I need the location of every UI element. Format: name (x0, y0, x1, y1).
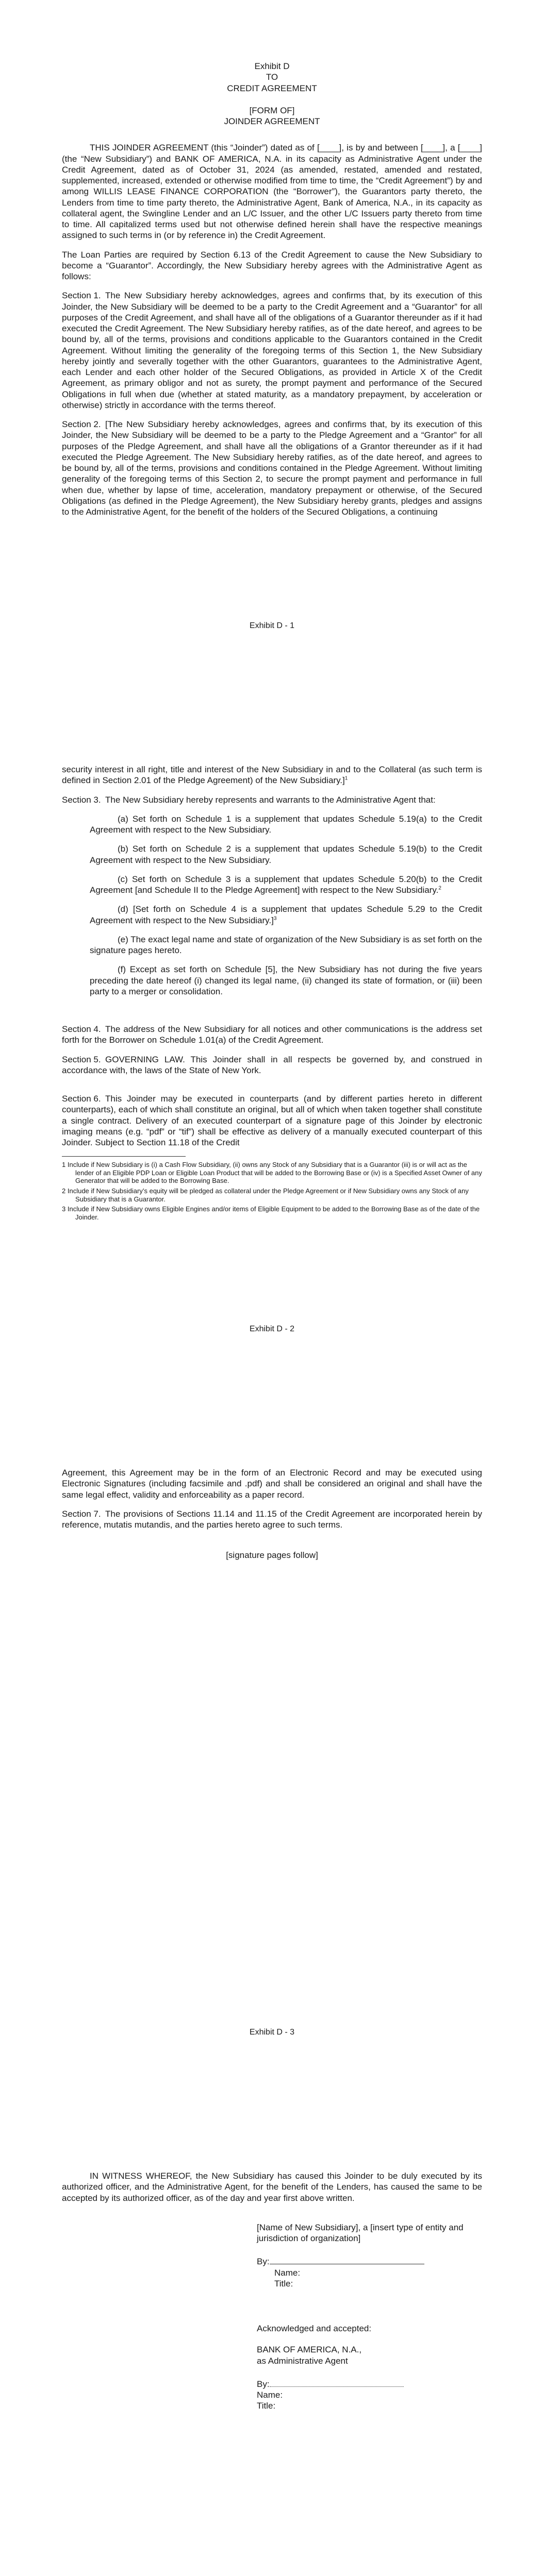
section-5-text: GOVERNING LAW. This Joinder shall in all respects be governed by, and construed in accordance with, the laws of the State of New York. (62, 1054, 482, 1075)
acknowledged-label: Acknowledged and accepted: (257, 2324, 372, 2333)
footnote-3-text: Include if New Subsidiary owns Eligible Engines and/or items of Eligible Equipment to be added to the Borrowing Base as of the date of the Joinder. (67, 1205, 480, 1221)
section-7-label: Section 7. (62, 1509, 101, 1519)
credit-agreement-label: CREDIT AGREEMENT (227, 83, 317, 93)
bank-name: BANK OF AMERICA, N.A., (257, 2345, 362, 2355)
document-title: JOINDER AGREEMENT (224, 116, 320, 126)
agent-signatory-title: Title: (257, 2401, 276, 2411)
witness-paragraph: IN WITNESS WHEREOF, the New Subsidiary has caused this Joinder to be duly executed by its authorized officer, and the Administrative Agent, for the benefit of the Lenders, has caused the same to be accepted by its authorized officer, as of the day and year first above written. (62, 2171, 482, 2203)
section-3 (62, 794, 482, 805)
item-c-text: (c) Set forth on Schedule 3 is a supplement that updates Schedule 5.20(b) to the Credit Agreement [and Schedule II to the Pledge Agreement] with respect to the New Subsidiary. (90, 874, 482, 895)
by-label: By: (257, 2257, 270, 2267)
section-1-label: Section 1. (62, 291, 101, 301)
exhibit-label: Exhibit D (254, 61, 290, 71)
footnote-2 (62, 1187, 482, 1203)
section-3-item-c (62, 874, 482, 896)
agent-signature-block (257, 2323, 482, 2412)
footnote-2-text: Include if New Subsidiary’s equity will be pledged as collateral under the Pledge Agreement or if New Subsidiary owns any Stock of any Subsidiary that is a Guarantor. (67, 1187, 469, 1203)
section-4 (62, 1024, 482, 1046)
footnote-1-number: 1 (62, 1161, 66, 1169)
intro-paragraph: THIS JOINDER AGREEMENT (this “Joinder”) dated as of [____], is by and between [____], a [____] (the “New Subsidiary”) and BANK OF AMERICA, N.A. in its capacity as Administrative Agent under the Credit Agreement, dated as of October 31, 2024 (as amended, restated, amended and restated, supplemented, increased, extended or otherwise modified from time to time, the “Credit Agreement”) by and among WILLIS LEASE FINANCE CORPORATION (the “Borrower”), the Guarantors party thereto, the Lenders from time to time party thereto, the Administrative Agent, Bank of America, N.A., in its capacity as collateral agent, the Swingline Lender and an L/C Issuer, and the other L/C Issuers party thereto from time to time. All capitalized terms used but not otherwise defined herein shall have the respective meanings assigned to such terms in (or by reference in) the Credit Agreement. (62, 143, 482, 241)
section-3-item-e: (e) The exact legal name and state of organization of the New Subsidiary is as set forth on the signature pages hereto. (90, 934, 482, 955)
subsidiary-signature-block (257, 2222, 482, 2289)
section-2-text: [The New Subsidiary hereby acknowledges, agrees and confirms that, by its execution of this Joinder, the New Subsidiary will be deemed to be a party to the Pledge Agreement and a “Grantor” for all purposes of the Pledge Agreement, and shall have all the obligations of a Grantor thereunder as if it had executed the Pledge Agreement. The New Subsidiary hereby ratifies, as of the date hereof, and agrees to be bound by, all of the terms, provisions and conditions contained in the Pledge Agreement. Without limiting generality of the foregoing terms of this Section 2, to secure the prompt payment and performance in full when due, whether by lapse of time, acceleration, mandatory prepayment or otherwise, of the Secured Obligations (as defined in the Pledge Agreement), the New Subsidiary hereby grants, pledges and assigns to the Administrative Agent, for the benefit of the holders of the Secured Obligations, a continuing (62, 419, 482, 517)
page-1 (0, 0, 544, 703)
section-3-label: Section 3. (62, 794, 101, 805)
section-6-text: This Joinder may be executed in counterparts (and by different parties hereto in different counterparts), each of which shall constitute an original, but all of which when taken together shall constitute a single contract. Delivery of an executed counterpart of a signature page of this Joinder by electronic imaging means (e.g. “pdf” or “tif”) shall be effective as delivery of a manually executed counterpart of this Joinder. Subject to Section 11.18 of the Credit (62, 1094, 482, 1147)
to-label: TO (266, 72, 278, 82)
footnote-1-text: Include if New Subsidiary is (i) a Cash Flow Subsidiary, (ii) owns any Stock of any Subsidiary that is a Guarantor (iii) is or will act as the lender of an Eligible PDP Loan or Eligible Loan Product that will be added to the Borrowing Base or (iv) is a Specified Asset Owner of any Generator that will be added to the Borrowing Base. (67, 1161, 482, 1185)
continuation-body: security interest in all right, title and interest of the New Subsidiary in and to the Collateral (as such term is defined in Section 2.01 of the Pledge Agreement) of the New Subsidiary.] (62, 765, 482, 786)
by-label: By: (257, 2379, 270, 2389)
page-4 (0, 2110, 544, 2576)
section-4-text: The address of the New Subsidiary for all notices and other communications is the address set forth for the Borrower on Schedule 1.01(a) of the Credit Agreement. (62, 1024, 482, 1045)
agent-signature-line[interactable] (257, 2379, 482, 2389)
page-3 (0, 1406, 544, 2110)
footnote-2-number: 2 (62, 1187, 66, 1195)
section-5-label: Section 5. (62, 1054, 101, 1064)
section-6-label: Section 6. (62, 1094, 101, 1104)
subsidiary-name: [Name of New Subsidiary], a [insert type of entity and jurisdiction of organization] (257, 2222, 464, 2243)
item-d-text: (d) [Set forth on Schedule 4 is a supplement that updates Schedule 5.29 to the Credit Agreement with respect to the New Subsidiary.] (90, 904, 482, 925)
footnote-divider (62, 1156, 186, 1157)
section-5 (62, 1054, 482, 1076)
bank-role: as Administrative Agent (257, 2355, 348, 2366)
footnote-ref-1: 1 (344, 775, 348, 782)
section-6 (62, 1093, 482, 1148)
page-footer: Exhibit D - 1 (249, 621, 295, 630)
continuation-text: Agreement, this Agreement may be in the form of an Electronic Record and may be executed using Electronic Signatures (including facsimile and .pdf) and shall be considered an original and shall have the same legal effect, validity and enforceability as a paper record. (62, 1468, 482, 1500)
footnote-ref-2: 2 (438, 885, 441, 891)
exhibit-heading (62, 61, 482, 127)
signature-underline (270, 2257, 424, 2264)
section-2 (62, 419, 482, 517)
section-1 (62, 290, 482, 411)
section-7 (62, 1509, 482, 1531)
page-footer: Exhibit D - 3 (249, 2028, 295, 2037)
section-3-item-a: (a) Set forth on Schedule 1 is a supplement that updates Schedule 5.19(a) to the Credit Agreement with respect to the New Subsidiary. (90, 814, 482, 835)
section-1-text: The New Subsidiary hereby acknowledges, agrees and confirms that, by its execution of this Joinder, the New Subsidiary will be deemed to be a party to the Credit Agreement and a “Guarantor” for all purposes of the Credit Agreement, and shall have all of the obligations of a Guarantor thereunder as if it had executed the Credit Agreement. The New Subsidiary hereby ratifies, as of the date hereof, and agrees to be bound by, all of the terms, provisions and conditions applicable to the Guarantors contained in the Credit Agreement. Without limiting the generality of the foregoing terms of this Section 1, the New Subsidiary hereby jointly and severally together with the other Guarantors, guarantees to the Administrative Agent, each Lender and each other holder of the Secured Obligations, as provided in Article X of the Credit Agreement, as primary obligor and not as surety, the prompt payment and performance of the Secured Obligations in full when due (whether at stated maturity, as a mandatory prepayment, by acceleration or otherwise) strictly in accordance with the terms thereof. (62, 291, 482, 410)
page-2 (0, 703, 544, 1406)
signature-line[interactable] (257, 2256, 482, 2267)
section-3-item-f: (f) Except as set forth on Schedule [5], the New Subsidiary has not during the five years preceding the date hereof (i) changed its legal name, (ii) changed its state of formation, or (iii) been party to a merger or consolidation. (90, 964, 482, 996)
agent-signatory-name: Name: (257, 2390, 283, 2400)
signatory-name: Name: (274, 2267, 301, 2278)
footnote-ref-3: 3 (273, 915, 277, 921)
signature-pages-follow: [signature pages follow] (226, 1550, 318, 1561)
footnote-3 (62, 1205, 482, 1221)
signatory-title: Title: (274, 2278, 293, 2289)
footnote-3-number: 3 (62, 1205, 66, 1213)
page-footer: Exhibit D - 2 (249, 1325, 295, 1333)
section-3-item-d (62, 904, 482, 926)
section-4-label: Section 4. (62, 1024, 101, 1034)
signature-underline (270, 2380, 404, 2387)
continuation-text (62, 764, 482, 786)
footnote-1 (62, 1161, 482, 1185)
recital-paragraph: The Loan Parties are required by Section 6.13 of the Credit Agreement to cause the New Subsidiary to become a “Guarantor”. Accordingly, the New Subsidiary hereby agrees with the Administrative Agent as follows: (62, 249, 482, 281)
section-3-item-b: (b) Set forth on Schedule 2 is a supplement that updates Schedule 5.19(b) to the Credit Agreement with respect to the New Subsidiary. (90, 844, 482, 865)
form-of-label: [FORM OF] (249, 105, 295, 115)
section-2-label: Section 2. (62, 419, 101, 429)
section-7-text: The provisions of Sections 11.14 and 11.15 of the Credit Agreement are incorporated herein by reference, mutatis mutandis, and the parties hereto agree to such terms. (62, 1509, 482, 1530)
section-3-text: The New Subsidiary hereby represents and warrants to the Administrative Agent that: (105, 794, 436, 805)
